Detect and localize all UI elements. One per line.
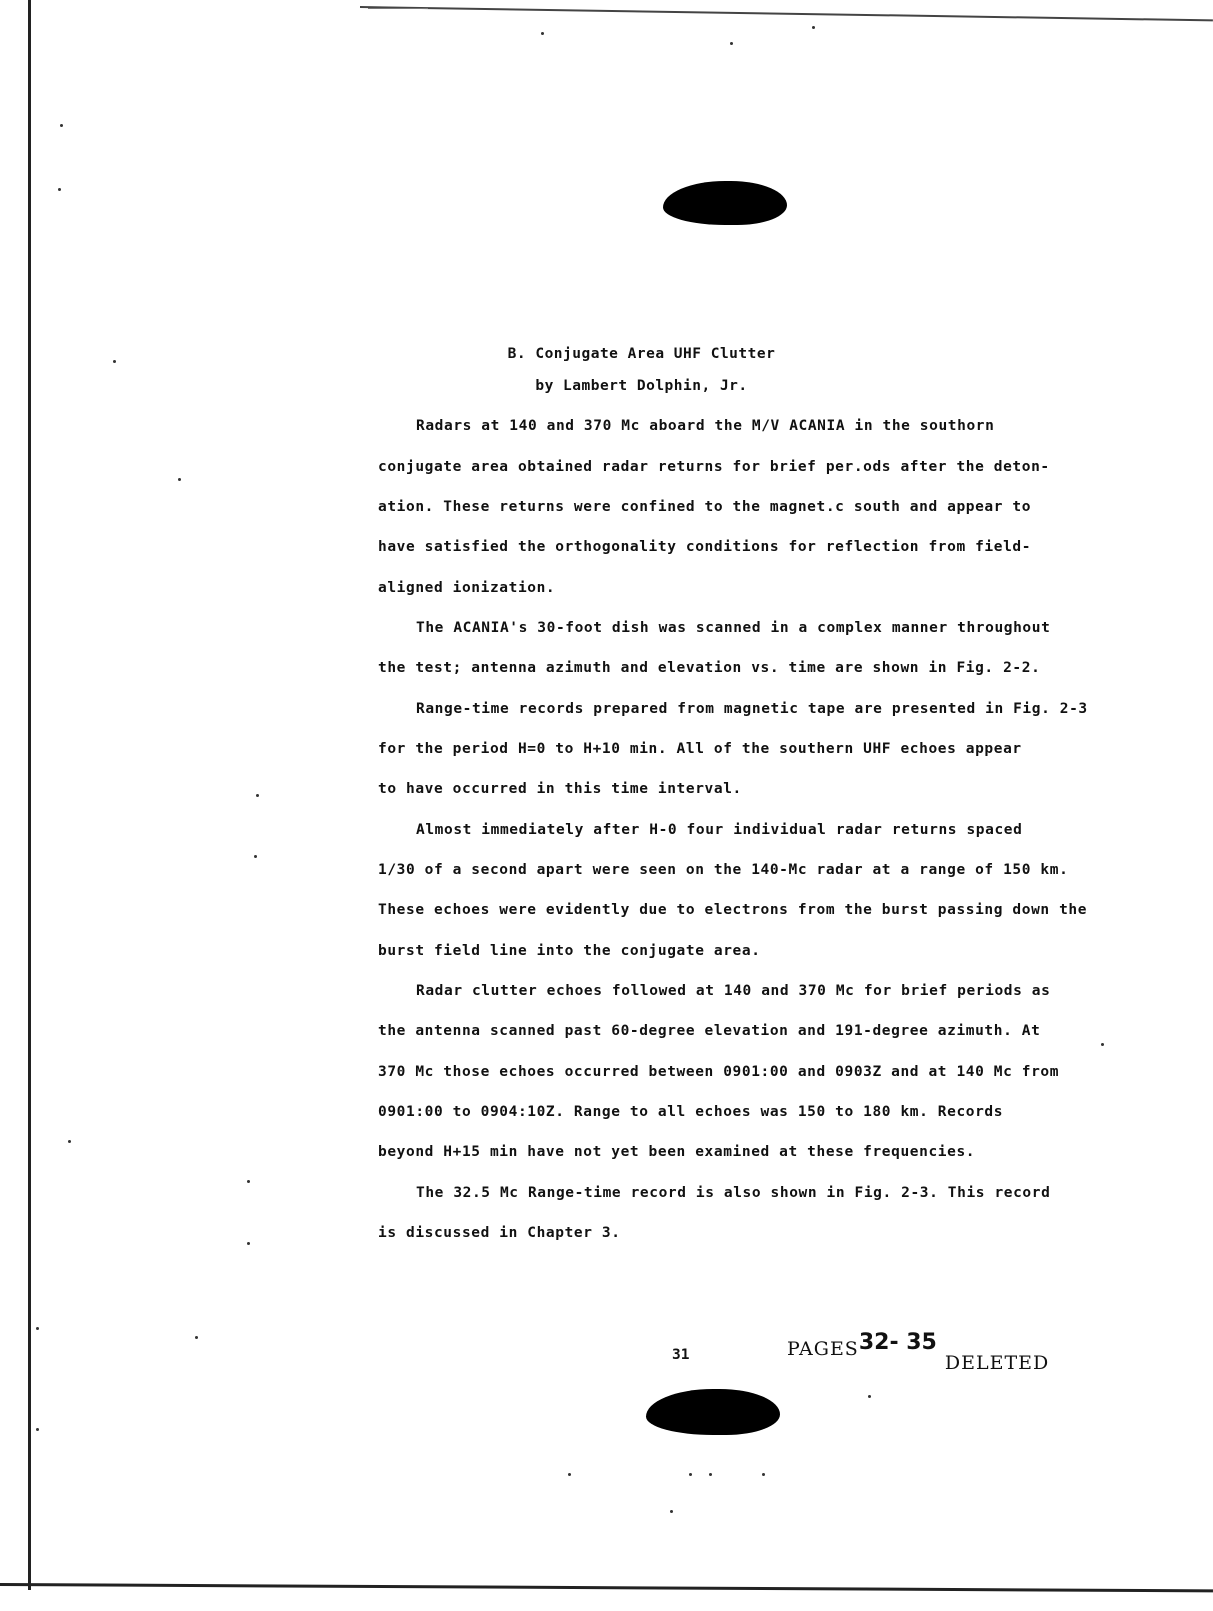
scan-speck [541,32,544,35]
scan-speck [58,188,61,191]
scan-speck [1101,1043,1104,1046]
text-line: aligned ionization. [378,580,556,596]
text-line: Range-time records prepared from magnetic tape are presented in Fig. 2-3 [416,701,1088,717]
text-line: 1/30 of a second apart were seen on the 140-Mc radar at a range of 150 km. [378,862,1069,878]
text-line: have satisfied the orthogonality conditions for reflection from field- [378,539,1032,555]
bottom-redaction-mark [646,1389,780,1435]
text-line: the antenna scanned past 60-degree elevation and 191-degree azimuth. At [378,1023,1041,1039]
handwritten-page-range: 32- 35 [858,1330,937,1355]
page-number: 31 [672,1347,690,1363]
text-line: Radars at 140 and 370 Mc aboard the M/V ACANIA in the southorn [416,418,995,434]
text-line: 0901:00 to 0904:10Z. Range to all echoes was 150 to 180 km. Records [378,1104,1004,1120]
text-line: burst field line into the conjugate area. [378,943,761,959]
scan-speck [709,1473,712,1476]
text-line: for the period H=0 to H+10 min. All of the southern UHF echoes appear [378,741,1022,757]
scan-speck [256,794,259,797]
scan-speck [36,1428,39,1431]
top-edge-line [360,6,1213,21]
scan-speck [689,1473,692,1476]
scan-speck [68,1140,71,1143]
scan-speck [730,42,733,45]
scan-speck [762,1473,765,1476]
scan-speck [195,1336,198,1339]
top-edge-dash [368,8,428,9]
left-edge-line [28,0,31,1590]
scan-speck [568,1473,571,1476]
text-line: The 32.5 Mc Range-time record is also shown in Fig. 2-3. This record [416,1185,1051,1201]
text-line: The ACANIA's 30-foot dish was scanned in a complex manner throughout [416,620,1051,636]
text-line: conjugate area obtained radar returns for brief per.ods after the deton- [378,459,1050,475]
text-line: the test; antenna azimuth and elevation vs. time are shown in Fig. 2-2. [378,660,1041,676]
scan-speck [254,855,257,858]
text-line: These echoes were evidently due to electrons from the burst passing down the [378,902,1088,918]
scan-speck [247,1242,250,1245]
top-redaction-mark [663,181,787,225]
scan-speck [868,1395,871,1398]
author-byline: by Lambert Dolphin, Jr. [535,378,748,394]
scan-speck [178,478,181,481]
section-heading: B. Conjugate Area UHF Clutter [507,346,776,362]
text-line: ation. These returns were confined to the magnet.c south and appear to [378,499,1032,515]
scan-speck [670,1510,673,1513]
scan-speck [36,1327,39,1330]
scan-speck [247,1180,250,1183]
text-line: is discussed in Chapter 3. [378,1225,621,1241]
text-line: Radar clutter echoes followed at 140 and 370 Mc for brief periods as [416,983,1051,999]
stamp-suffix: DELETED [944,1352,1050,1374]
text-line: 370 Mc those echoes occurred between 0901:00 and 0903Z and at 140 Mc from [378,1064,1060,1080]
text-line: Almost immediately after H-0 four individual radar returns spaced [416,822,1023,838]
pages-deleted-stamp [787,1330,1049,1374]
scan-speck [60,124,63,127]
scan-speck [812,26,815,29]
bottom-edge-line [0,1583,1213,1592]
text-line: to have occurred in this time interval. [378,781,742,797]
text-line: beyond H+15 min have not yet been examined at these frequencies. [378,1144,976,1160]
stamp-prefix: PAGES [787,1338,859,1360]
